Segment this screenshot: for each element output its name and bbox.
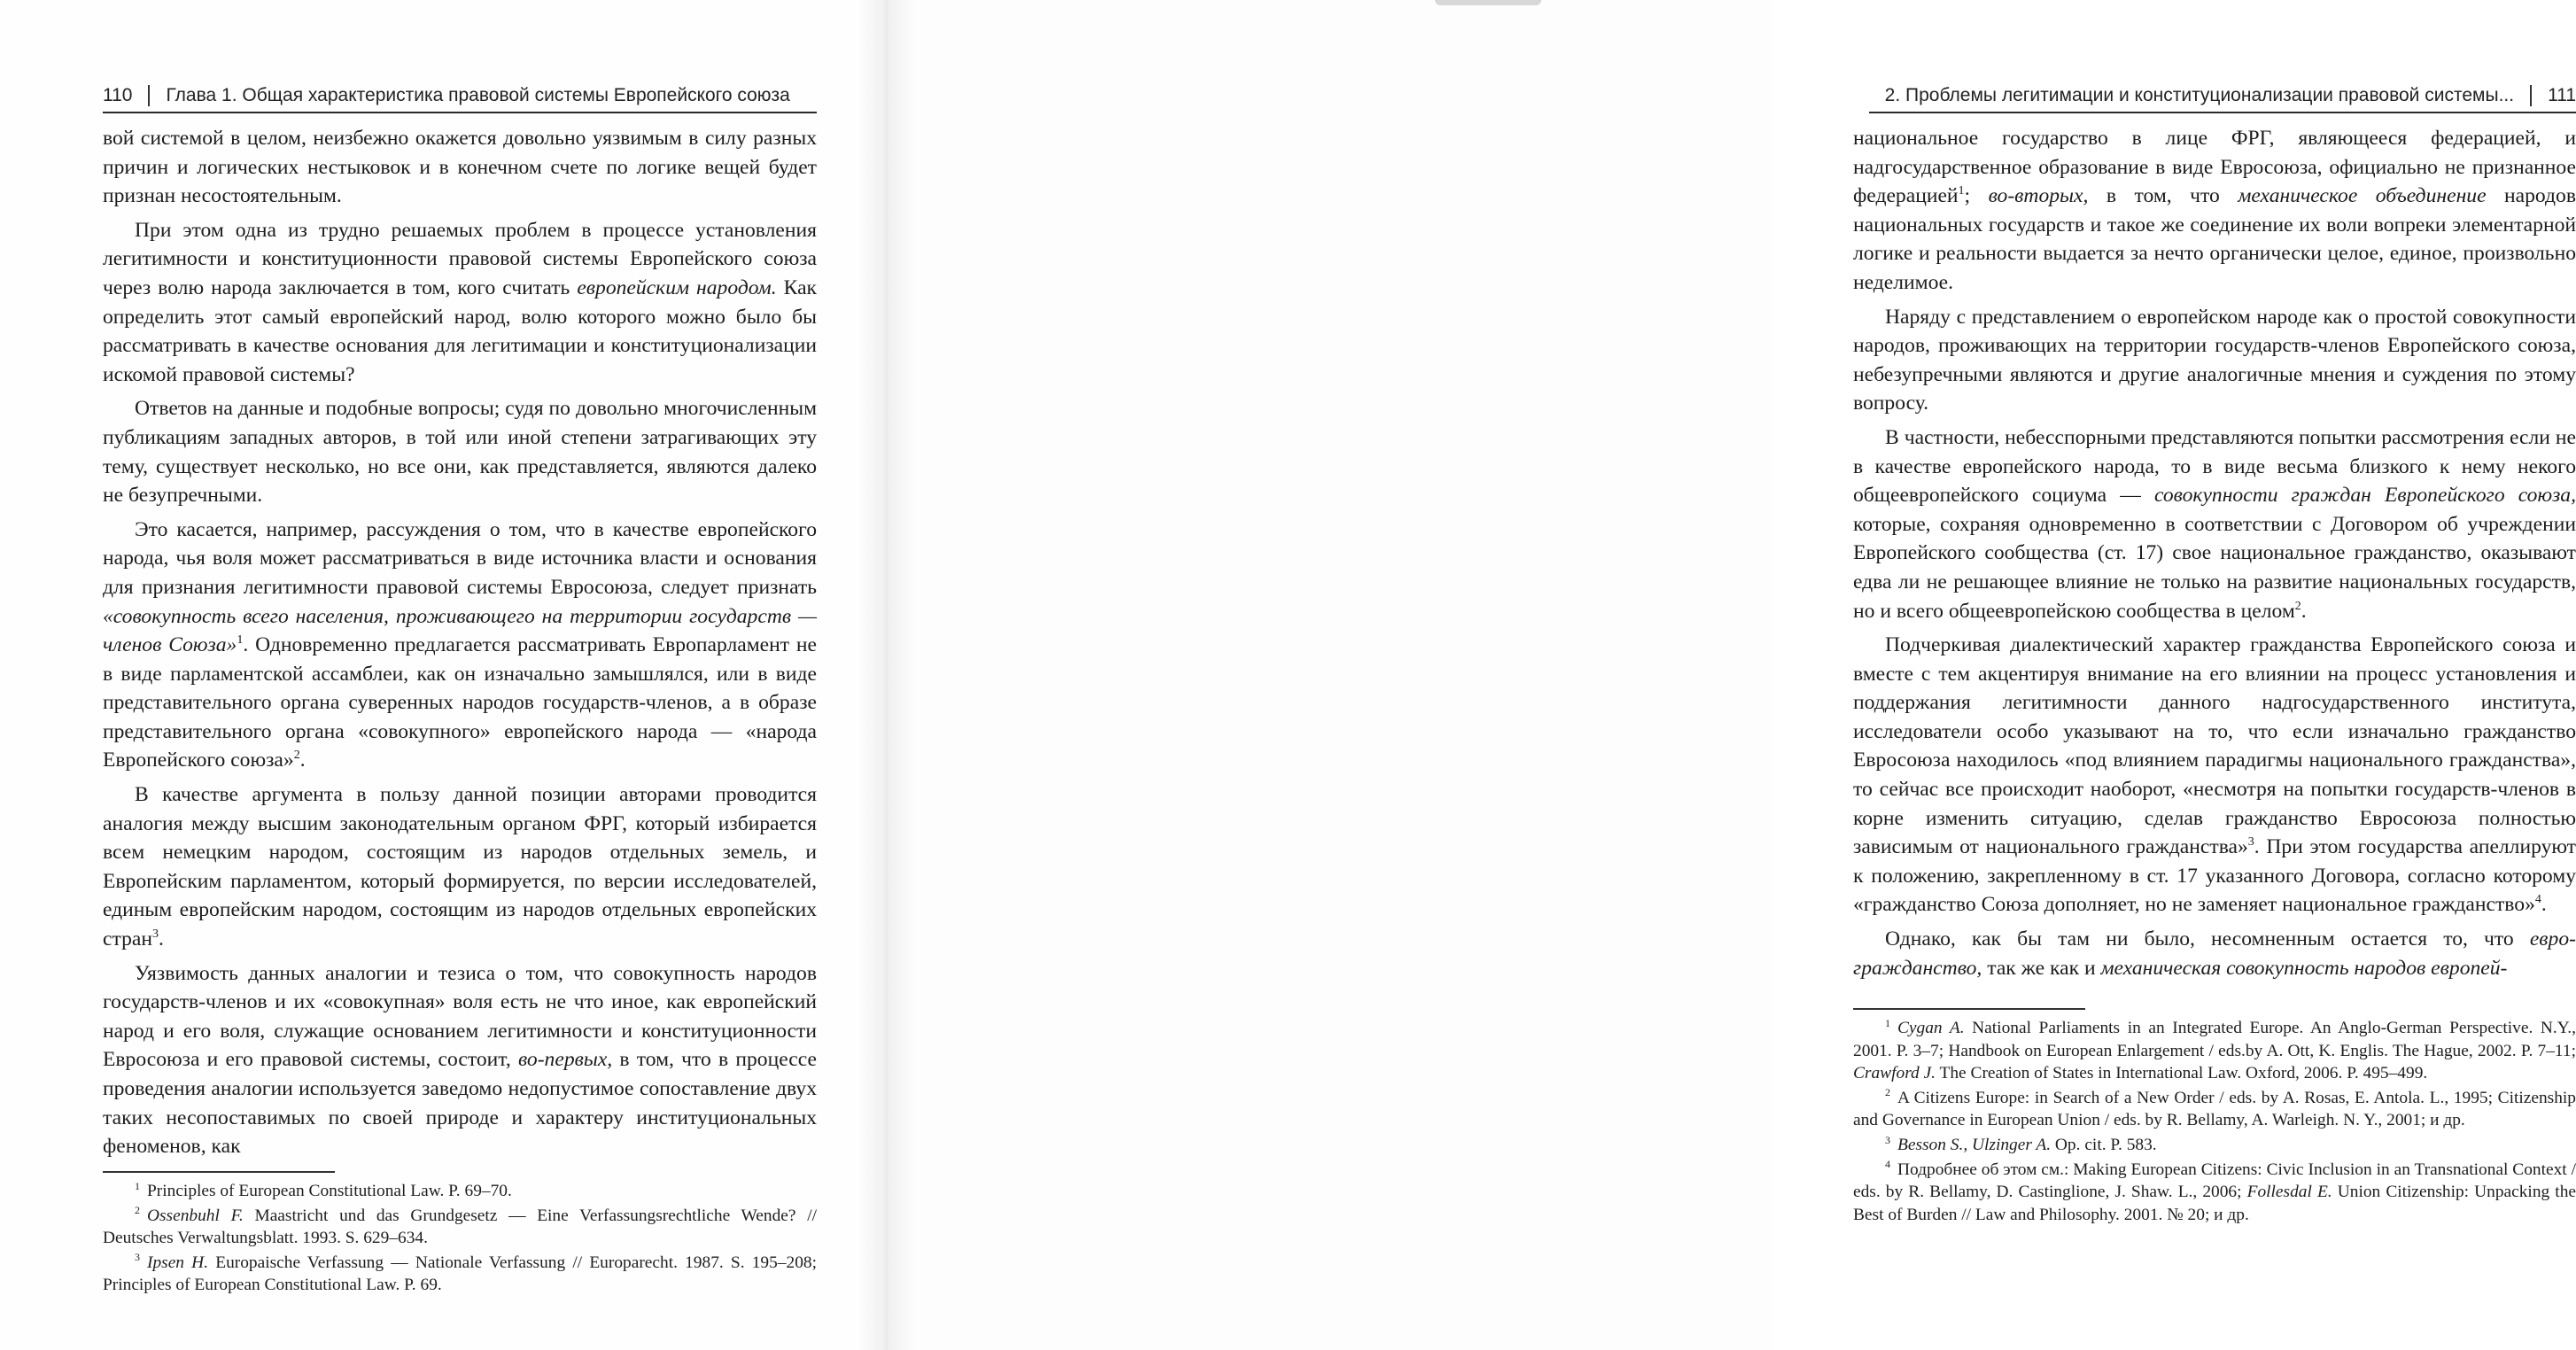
footnote: [103, 1252, 817, 1297]
footnote: [1853, 1159, 2576, 1227]
right-footnotes: [1853, 1017, 2576, 1228]
text-run: ;: [1964, 184, 1989, 208]
text-run: Уязвимость данных аналогии и тезиса о том, что совокупность народов государств-членов и их «совокупная» воля есть не что иное, как европейский народ и его воля, служащие основанием легитимности и конституционности Евросоюза и его правовой системы, состоит,: [103, 961, 817, 1072]
scan-edge-mark: [1435, 0, 1541, 5]
left-running-header: [103, 78, 817, 113]
footnote: [1853, 1017, 2576, 1085]
left-running-head-title: Глава 1. Общая характеристика правовой системы Европейского союза: [166, 85, 790, 105]
paragraph: [1853, 631, 2576, 919]
text-run: Подробнее об этом см.: Making European Citizens: Civic Inclusion in an Transnational Context / eds. by R. Bellamy, D. Castinglione, J. Shaw. L., 2006;: [1853, 1160, 2576, 1202]
italic-text: совокупности граждан Европейского союза,: [2154, 484, 2576, 508]
italic-text: Crawford J.: [1853, 1064, 1936, 1083]
text-run: Union Citizenship: Unpacking the Best of Burden // Law and Philosophy. 2001. № 20; и др.: [1853, 1183, 2576, 1224]
right-page: [886, 0, 2576, 1350]
italic-text: евро-гражданство,: [1853, 927, 2576, 980]
text-run: в том, что: [2088, 184, 2238, 208]
footnote: [103, 1180, 817, 1203]
text-run: A Citizens Europe: in Search of a New Order / eds. by A. Rosas, E. Antola. L., 1995; Citizenship and Governance in European Union / eds. by R. Bellamy, A. Warleigh. N. Y., 2001; и др.: [1853, 1088, 2576, 1130]
text-run: В качестве аргумента в пользу данной позиции авторами проводится аналогия между высшим законодательным органом ФРГ, который избирается всем немецким народом, состоящим из народов отдельных земель, и Европейским парламентом, который формируется, по версии исследователей, единым европейским народом, состоящим из народов отдельных европейских стран: [103, 783, 817, 951]
footnote-reference[interactable]: 4: [2534, 893, 2541, 907]
text-run: национальное государство в лице ФРГ, являющееся федерацией, и надгосударственное образование в виде Евросоюза, официально не признанное федерацией: [1853, 127, 2576, 208]
text-run: Maastricht und das Grundgesetz — Eine Verfassungsrechtliche Wende? // Deutsches Verwaltungsblatt. 1993. S. 629–634.: [103, 1206, 817, 1248]
footnote-marker: 3: [135, 1251, 140, 1264]
text-run: При этом одна из трудно решаемых проблем в процессе установления легитимности и конституционности правовой системы Европейского союза через волю народа заключается в том, кого считать: [103, 218, 817, 299]
paragraph: [103, 959, 817, 1161]
footnote-reference[interactable]: 3: [2247, 835, 2254, 850]
paragraph: [103, 516, 817, 775]
footnote-marker: 2: [1885, 1086, 1890, 1099]
right-page-number: 111: [2548, 85, 2576, 105]
text-run: Europaische Verfassung — Nationale Verfassung // Europarecht. 1987. S. 195–208; Principles of European Constitutional Law. P. 69.: [103, 1253, 817, 1295]
italic-text: Ipsen H.: [147, 1253, 209, 1272]
italic-text: Cygan A.: [1897, 1019, 1965, 1037]
text-run: Op. cit. P. 583.: [2051, 1135, 2157, 1154]
text-run: вой системой в целом, неизбежно окажется довольно уязвимым в силу разных причин и логических нестыковок и в конечном счете по логике вещей будет признан несостоятельным.: [103, 127, 817, 208]
text-run: The Creation of States in International Law. Oxford, 2006. P. 495–499.: [1936, 1064, 2428, 1083]
italic-text: Besson S., Ulzinger A.: [1897, 1135, 2052, 1154]
text-run: Это касается, например, рассуждения о том, что в качестве европейского народа, чья воля может рассматриваться в виде источника власти и основания для признания легитимности правовой системы Евросоюза, следует признать: [103, 517, 817, 599]
text-run: Principles of European Constitutional Law. P. 69–70.: [147, 1182, 512, 1200]
footnote-reference[interactable]: 1: [1958, 184, 1965, 198]
paragraph: [1853, 925, 2576, 982]
right-body-text: [1853, 124, 2576, 982]
text-run: так же как и: [1982, 956, 2101, 980]
footnote-reference[interactable]: 2: [2294, 599, 2301, 613]
italic-text: «совокупность всего населения, проживающего на территории государств — членов Союза»: [103, 604, 817, 657]
paragraph: [103, 394, 817, 509]
italic-text: механическое объединение: [2238, 184, 2487, 208]
right-footnote-rule: [1853, 1008, 2085, 1010]
text-run: National Parliaments in an Integrated Europe. An Anglo-German Perspective. N.Y., 2001. P. 3–7; Handbook on European Enlargement / eds.by A. Ott, K. Englis. The Hague, 2002. P. 7–11;: [1853, 1019, 2576, 1060]
footnote-reference[interactable]: 3: [151, 927, 159, 942]
text-run: . При этом государства апеллируют к положению, закрепленному в ст. 17 указанного Договора, согласно которому «гражданство Союза дополняет, но не заменяет национальное гражданство»: [1853, 835, 2576, 917]
paragraph: [1853, 124, 2576, 298]
footnote-marker: 3: [1885, 1133, 1890, 1146]
left-page-number: 110: [103, 85, 133, 105]
paragraph: [103, 780, 817, 954]
footnote: [1853, 1134, 2576, 1157]
text-run: Как определить этот самый европейский народ, волю которого можно было бы рассматривать в качестве основания для легитимации и конституционализации искомой правовой системы?: [103, 275, 817, 386]
text-run: которые, сохраняя одновременно в соответствии с Договором об учреждении Европейского сообщества (ст. 17) свое национальное гражданство, оказывают едва ли не решающее влияние не только на развитие национальных государств, но и всего общеевропейскою сообщества в целом: [1853, 512, 2576, 623]
text-run: Однако, как бы там ни было, несомненным остается то, что: [1885, 927, 2530, 951]
text-run: Подчеркивая диалектический характер гражданства Европейского союза и вместе с тем акцентируя внимание на его влиянии на процесс установления и поддержания легитимности данного надгосударственного института, исследователи особо указывают на то, что если изначально гражданство Евросоюза находилось «под влиянием парадигмы национального гражданства», то сейчас все происходит наоборот, «несмотря на попытки государств-членов в корне изменить ситуацию, сделав гражданство Евросоюза полностью зависимым от национального гражданства»: [1853, 633, 2576, 859]
left-footnotes: [103, 1180, 817, 1299]
text-run: В частности, небесспорными представляются попытки рассмотрения если не в качестве европейского народа, то в виде весьма близкого к нему некого общеевропейского социума —: [1853, 425, 2576, 508]
footnote-reference[interactable]: 2: [293, 749, 300, 763]
italic-text: Follesdal E.: [2246, 1183, 2332, 1202]
paragraph: [103, 216, 817, 390]
header-separator: [2530, 85, 2532, 106]
text-run: .: [2301, 599, 2307, 623]
book-gutter-shadow: [857, 0, 914, 1350]
footnote-marker: 1: [135, 1179, 140, 1192]
italic-text: Ossenbuhl F.: [147, 1206, 244, 1225]
italic-text: во-первых,: [517, 1048, 613, 1072]
italic-text: механическая совокупность народов европей-: [2100, 956, 2508, 980]
footnote-marker: 1: [1885, 1016, 1890, 1029]
text-run: .: [2541, 893, 2547, 917]
left-page: [0, 0, 886, 1350]
italic-text: во-вторых,: [1988, 184, 2089, 208]
text-run: Ответов на данные и подобные вопросы; судя по довольно многочисленным публикациям западных авторов, в той или иной степени затрагивающих эту тему, существует несколько, но все они, как представляется, являются далеко не безупречными.: [103, 397, 817, 508]
footnote: [103, 1205, 817, 1250]
footnote-marker: 2: [135, 1204, 140, 1217]
right-running-head-title: 2. Проблемы легитимации и конституционализации правовой системы...: [1884, 85, 2515, 105]
italic-text: европейским народом.: [577, 275, 777, 299]
footnote-reference[interactable]: 1: [237, 633, 244, 648]
paragraph: [103, 124, 817, 211]
text-run: .: [158, 927, 164, 951]
text-run: в том, что в процессе проведения аналогии используется заведомо недопустимое сопоставление двух таких несопоставимых по своей природе и характеру институциональных феноменов, как: [103, 1048, 817, 1159]
text-run: .: [299, 749, 306, 772]
header-separator: [148, 85, 150, 106]
text-run: Наряду с представлением о европейском народе как о простой совокупности народов, проживающих на территории государств-членов Европейского союза, небезупречными являются и другие аналогичные мнения и суждения по этому вопросу.: [1853, 305, 2576, 415]
paragraph: [1853, 423, 2576, 625]
footnote-marker: 4: [1885, 1158, 1890, 1171]
footnote: [1853, 1087, 2576, 1132]
left-body-text: [103, 124, 817, 1161]
paragraph: [1853, 303, 2576, 418]
text-run: народов национальных государств и такое же соединение их воли вопреки элементарной логике и реальности выдается за нечто органически целое, единое, произвольно неделимое.: [1853, 184, 2576, 294]
text-run: . Одновременно предлагается рассматривать Европарламент не в виде парламентской ассамблеи, как он изначально замышлялся, или в виде представительного органа суверенных народов государств-членов, а в образе представительного органа «совокупного» европейского народа — «народа Европейского союза»: [103, 633, 818, 772]
right-running-header: [1869, 78, 2576, 113]
left-footnote-rule: [103, 1171, 335, 1173]
